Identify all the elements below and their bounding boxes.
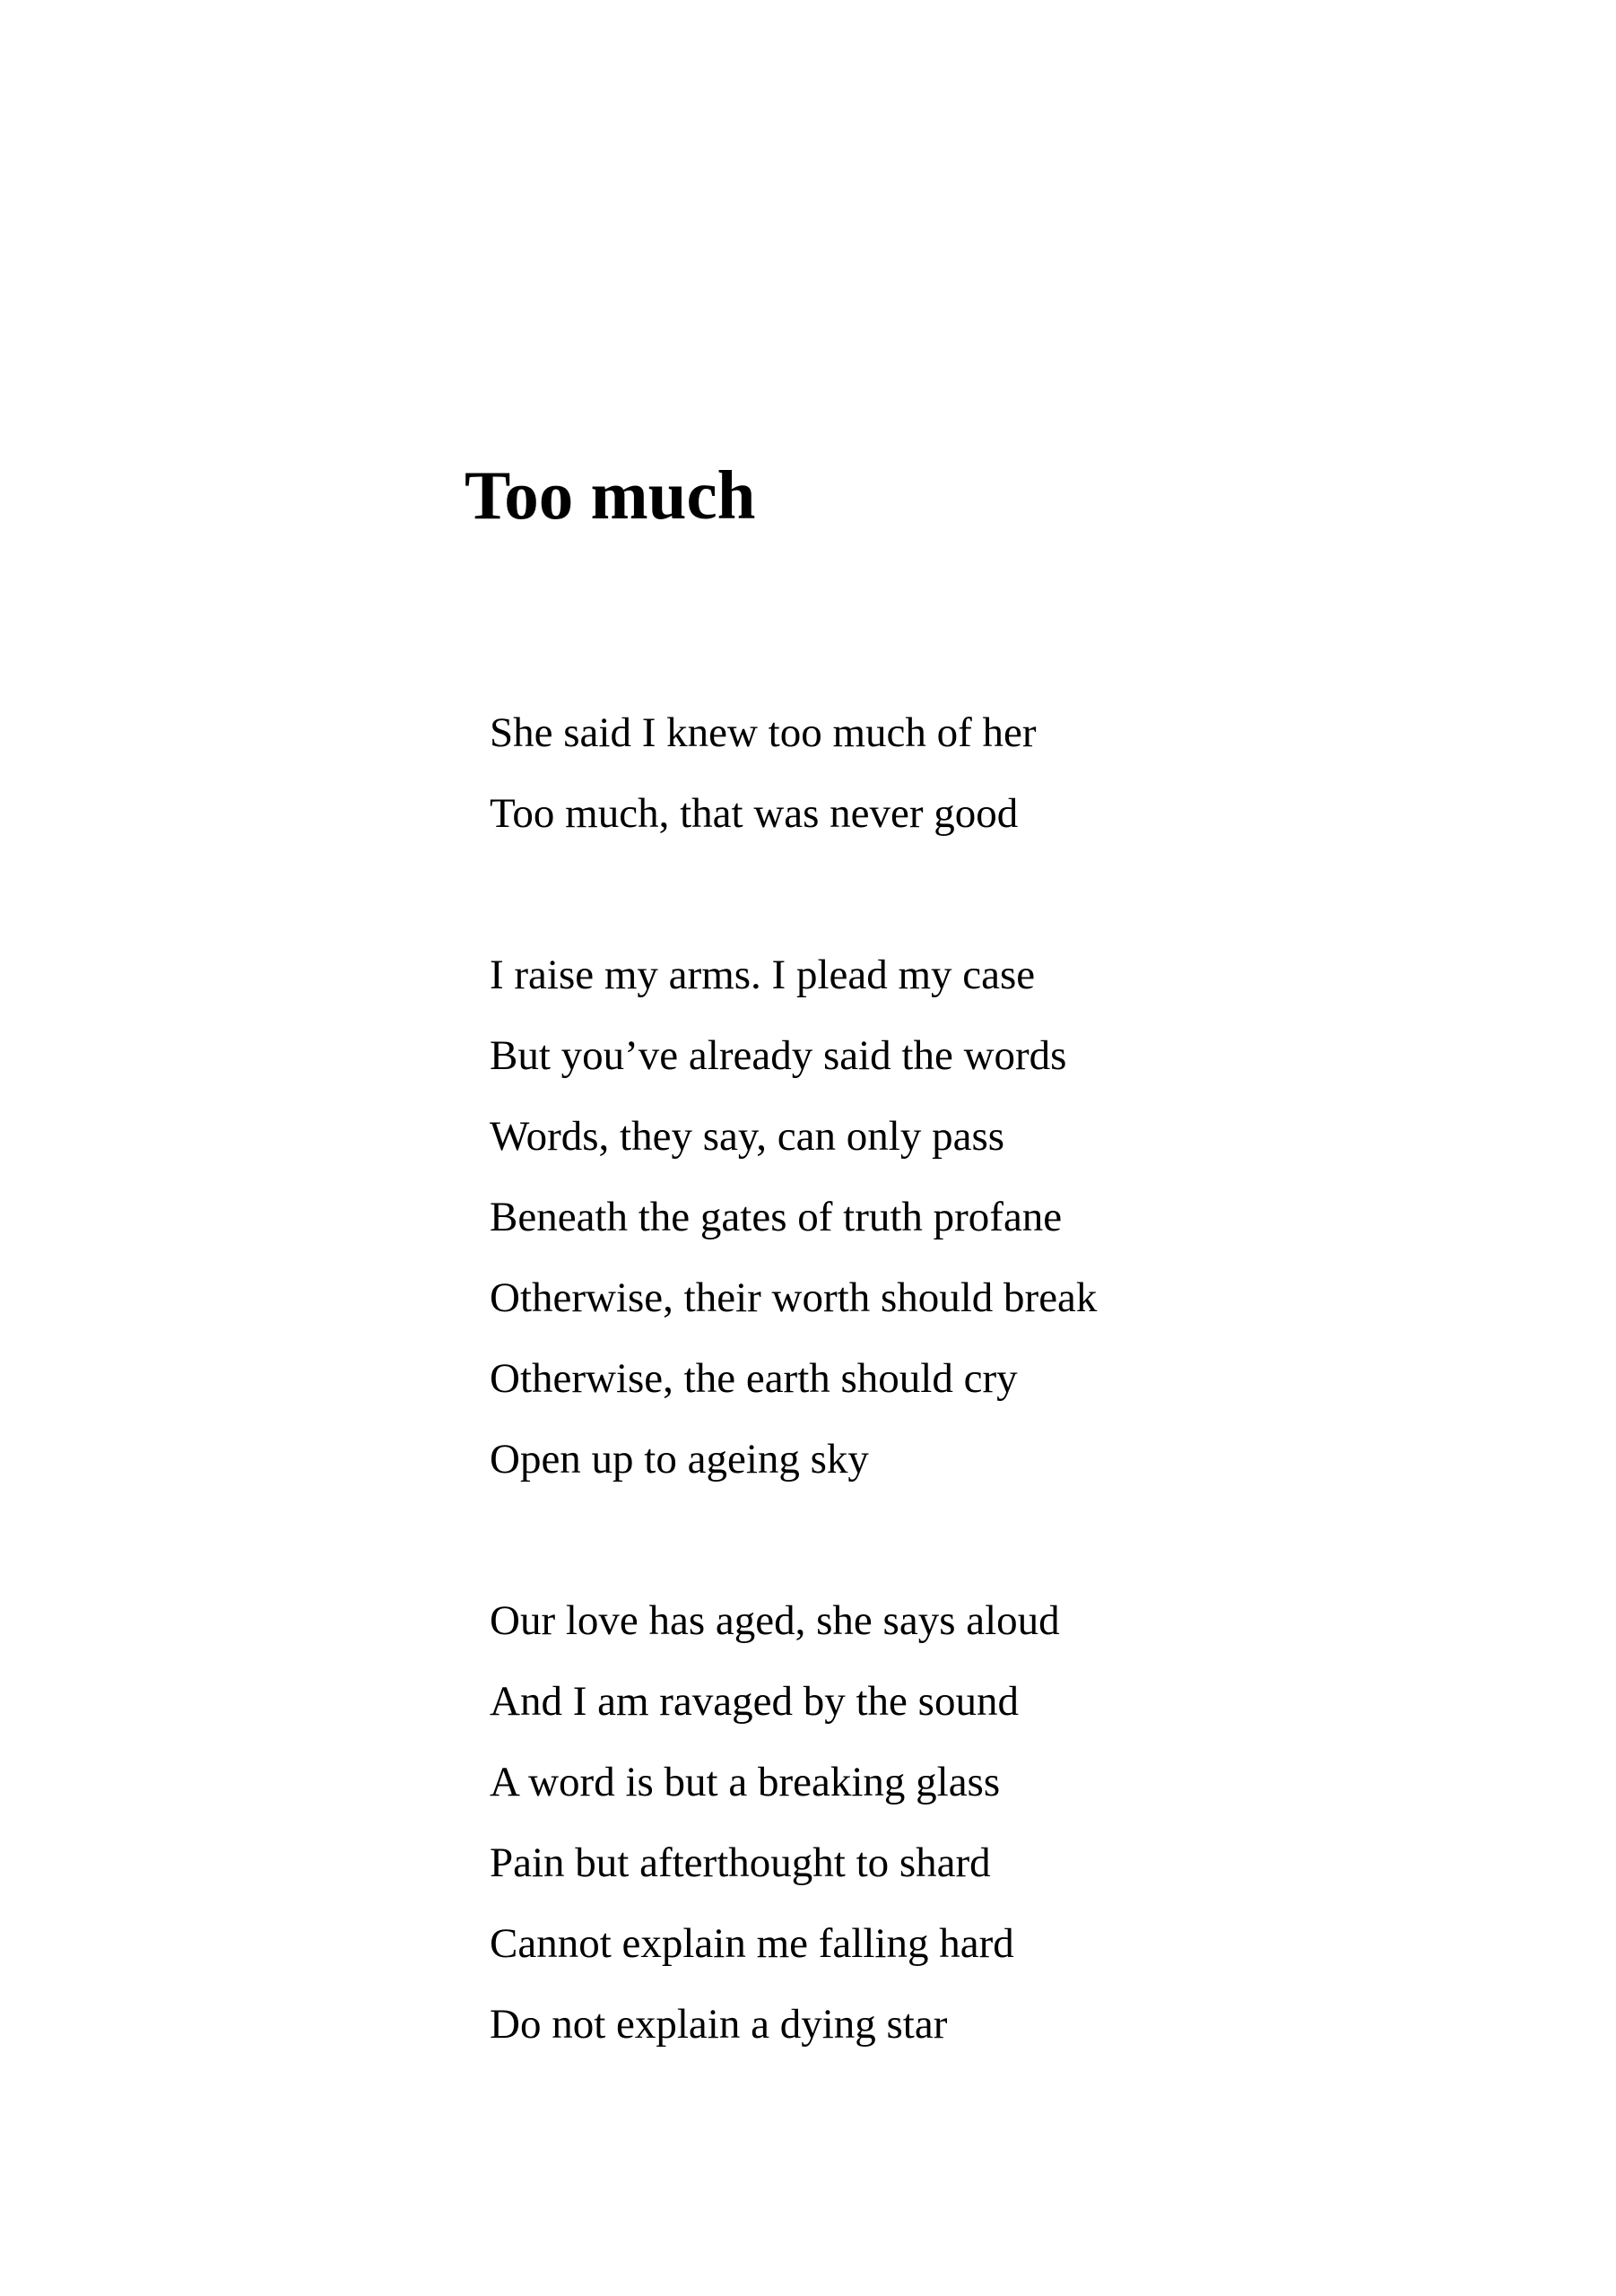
poem-body [490,692,1097,2065]
poem-line: Too much, that was never good [490,790,1019,837]
poem-line: But you’ve already said the words [490,1032,1067,1079]
poem-line: Our love has aged, she says aloud [490,1597,1060,1644]
poem-line: Beneath the gates of truth profane [490,1194,1063,1240]
poem-line: Words, they say, can only pass [490,1113,1005,1160]
poem-line: Pain but afterthought to shard [490,1839,991,1886]
poem-line: Otherwise, the earth should cry [490,1355,1018,1402]
poem-line: I raise my arms. I plead my case [490,952,1036,998]
poem-title: Too much [465,457,756,534]
poem-line: A word is but a breaking glass [490,1759,1001,1805]
poem-line: Do not explain a dying star [490,2001,948,2048]
poem-line: She said I knew too much of her [490,709,1037,756]
poem-line: Open up to ageing sky [490,1436,869,1483]
poem-line: Otherwise, their worth should break [490,1274,1098,1321]
poem-stanza [490,692,1097,854]
poem-line: Cannot explain me falling hard [490,1920,1014,1967]
poem-stanza [490,1580,1097,2065]
poem-stanza [490,935,1097,1500]
poem-line: And I am ravaged by the sound [490,1678,1019,1725]
